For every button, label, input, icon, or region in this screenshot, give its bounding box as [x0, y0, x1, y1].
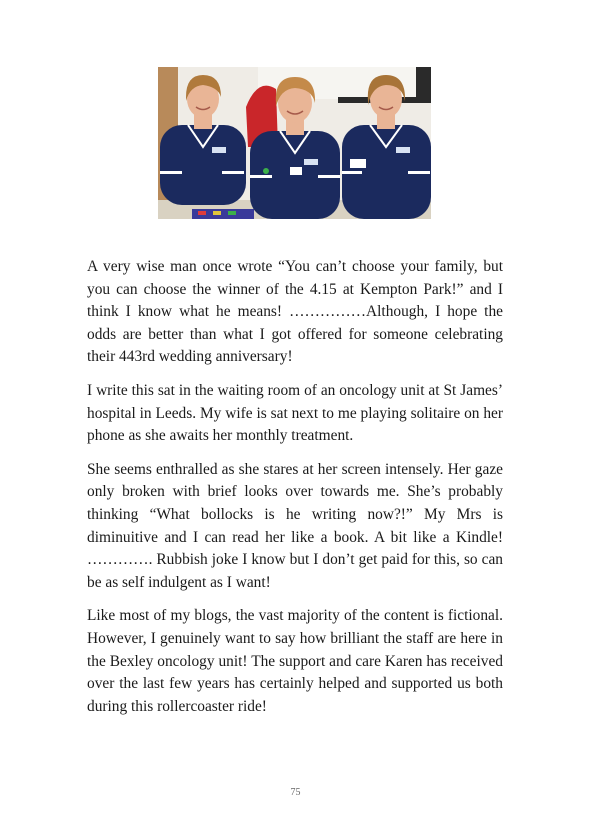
nurses-photo	[158, 67, 431, 219]
paragraph: Like most of my blogs, the vast majority of the content is fictional. However, I genuinely want to say how brilliant the staff are here in the Bexley oncology unit! The support and care Karen has received over the last few years has certainly helped and supported us both during this rollercoaster ride!	[87, 607, 503, 715]
paragraph: A very wise man once wrote “You can’t choose your family, but you can choose the winner of the 4.15 at Kempton Park!” and I think I know what he means! ……………Although, I hope the odds are better than what I got offered for someone celebrating their 443rd wedding anniversary!	[87, 258, 503, 366]
paragraph: She seems enthralled as she stares at her screen intensely. Her gaze only broken with brief looks over towards me. She’s probably thinking “What bollocks is he writing now?!” My Mrs is diminuitive and I can read her like a book. A bit like a Kindle! …………. Rubbish joke I know but I don’t get paid for this, so can be as self indulgent as I want!	[87, 460, 503, 591]
page-number: 75	[290, 787, 301, 798]
body-text	[87, 256, 503, 729]
paragraph: I write this sat in the waiting room of an oncology unit at St James’ hospital in Leeds. My wife is sat next to me playing solitaire on her phone as she awaits her monthly treatment.	[87, 381, 503, 445]
